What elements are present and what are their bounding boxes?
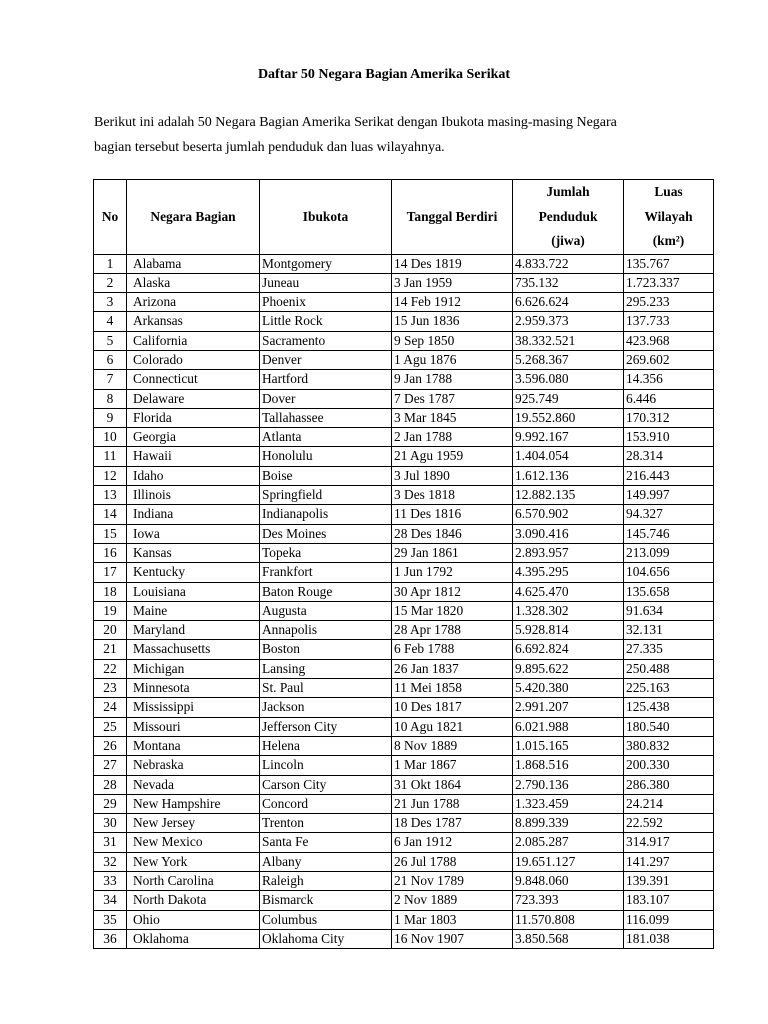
cell-area: 125.438 bbox=[624, 698, 714, 717]
table-row bbox=[94, 833, 714, 852]
cell-state: Alabama bbox=[127, 254, 260, 273]
cell-capital: Indianapolis bbox=[260, 505, 392, 524]
cell-founded: 10 Des 1817 bbox=[392, 698, 513, 717]
cell-area: 153.910 bbox=[624, 428, 714, 447]
cell-population: 2.893.957 bbox=[513, 543, 624, 562]
header-capital: Ibukota bbox=[260, 180, 392, 255]
cell-population: 2.991.207 bbox=[513, 698, 624, 717]
cell-state: Massachusetts bbox=[127, 640, 260, 659]
table-row bbox=[94, 736, 714, 755]
cell-area: 286.380 bbox=[624, 775, 714, 794]
cell-no: 14 bbox=[94, 505, 127, 524]
cell-founded: 10 Agu 1821 bbox=[392, 717, 513, 736]
cell-capital: Annapolis bbox=[260, 621, 392, 640]
cell-founded: 30 Apr 1812 bbox=[392, 582, 513, 601]
cell-founded: 1 Mar 1803 bbox=[392, 910, 513, 929]
table-row bbox=[94, 910, 714, 929]
cell-founded: 11 Mei 1858 bbox=[392, 679, 513, 698]
cell-area: 137.733 bbox=[624, 312, 714, 331]
cell-area: 14.356 bbox=[624, 370, 714, 389]
cell-population: 925.749 bbox=[513, 389, 624, 408]
table-row bbox=[94, 698, 714, 717]
cell-state: Montana bbox=[127, 736, 260, 755]
cell-no: 19 bbox=[94, 601, 127, 620]
cell-founded: 16 Nov 1907 bbox=[392, 929, 513, 948]
cell-area: 91.634 bbox=[624, 601, 714, 620]
cell-capital: Concord bbox=[260, 794, 392, 813]
table-row bbox=[94, 601, 714, 620]
cell-capital: Boise bbox=[260, 466, 392, 485]
cell-population: 9.895.622 bbox=[513, 659, 624, 678]
cell-no: 20 bbox=[94, 621, 127, 640]
cell-state: Missouri bbox=[127, 717, 260, 736]
cell-no: 15 bbox=[94, 524, 127, 543]
cell-area: 32.131 bbox=[624, 621, 714, 640]
cell-state: Florida bbox=[127, 408, 260, 427]
cell-population: 1.015.165 bbox=[513, 736, 624, 755]
cell-population: 723.393 bbox=[513, 891, 624, 910]
cell-founded: 18 Des 1787 bbox=[392, 814, 513, 833]
cell-capital: Honolulu bbox=[260, 447, 392, 466]
cell-population: 1.323.459 bbox=[513, 794, 624, 813]
cell-capital: Carson City bbox=[260, 775, 392, 794]
document-title: Daftar 50 Negara Bagian Amerika Serikat bbox=[257, 67, 511, 82]
cell-state: New York bbox=[127, 852, 260, 871]
cell-founded: 3 Des 1818 bbox=[392, 486, 513, 505]
cell-founded: 21 Jun 1788 bbox=[392, 794, 513, 813]
cell-no: 27 bbox=[94, 756, 127, 775]
cell-capital: Phoenix bbox=[260, 293, 392, 312]
cell-state: Connecticut bbox=[127, 370, 260, 389]
cell-area: 314.917 bbox=[624, 833, 714, 852]
cell-area: 6.446 bbox=[624, 389, 714, 408]
cell-area: 423.968 bbox=[624, 331, 714, 350]
cell-state: Maryland bbox=[127, 621, 260, 640]
cell-area: 27.335 bbox=[624, 640, 714, 659]
cell-founded: 1 Agu 1876 bbox=[392, 350, 513, 369]
cell-population: 11.570.808 bbox=[513, 910, 624, 929]
cell-founded: 21 Agu 1959 bbox=[392, 447, 513, 466]
cell-state: New Hampshire bbox=[127, 794, 260, 813]
cell-state: Kentucky bbox=[127, 563, 260, 582]
table-row bbox=[94, 775, 714, 794]
table-row bbox=[94, 679, 714, 698]
cell-population: 6.692.824 bbox=[513, 640, 624, 659]
intro-line: bagian tersebut beserta jumlah penduduk dan luas wilayahnya. bbox=[94, 140, 445, 155]
cell-area: 216.443 bbox=[624, 466, 714, 485]
cell-area: 1.723.337 bbox=[624, 273, 714, 292]
table-row bbox=[94, 524, 714, 543]
cell-state: Nebraska bbox=[127, 756, 260, 775]
cell-capital: Topeka bbox=[260, 543, 392, 562]
cell-no: 4 bbox=[94, 312, 127, 331]
cell-founded: 15 Mar 1820 bbox=[392, 601, 513, 620]
cell-founded: 28 Des 1846 bbox=[392, 524, 513, 543]
cell-area: 181.038 bbox=[624, 929, 714, 948]
cell-population: 6.021.988 bbox=[513, 717, 624, 736]
cell-founded: 14 Feb 1912 bbox=[392, 293, 513, 312]
cell-capital: Boston bbox=[260, 640, 392, 659]
cell-population: 735.132 bbox=[513, 273, 624, 292]
cell-capital: Jackson bbox=[260, 698, 392, 717]
cell-no: 18 bbox=[94, 582, 127, 601]
cell-state: Illinois bbox=[127, 486, 260, 505]
cell-state: Georgia bbox=[127, 428, 260, 447]
table-row bbox=[94, 582, 714, 601]
table-row bbox=[94, 408, 714, 427]
cell-founded: 14 Des 1819 bbox=[392, 254, 513, 273]
cell-population: 3.090.416 bbox=[513, 524, 624, 543]
cell-capital: Helena bbox=[260, 736, 392, 755]
table-row bbox=[94, 814, 714, 833]
header-population-line: Jumlah bbox=[546, 184, 590, 199]
cell-state: Michigan bbox=[127, 659, 260, 678]
cell-capital: Raleigh bbox=[260, 872, 392, 891]
cell-area: 135.658 bbox=[624, 582, 714, 601]
cell-capital: Hartford bbox=[260, 370, 392, 389]
cell-no: 16 bbox=[94, 543, 127, 562]
cell-state: Indiana bbox=[127, 505, 260, 524]
cell-population: 1.328.302 bbox=[513, 601, 624, 620]
cell-founded: 7 Des 1787 bbox=[392, 389, 513, 408]
cell-capital: Bismarck bbox=[260, 891, 392, 910]
cell-state: Arizona bbox=[127, 293, 260, 312]
table-row bbox=[94, 563, 714, 582]
cell-no: 36 bbox=[94, 929, 127, 948]
cell-capital: Springfield bbox=[260, 486, 392, 505]
cell-no: 24 bbox=[94, 698, 127, 717]
cell-founded: 3 Mar 1845 bbox=[392, 408, 513, 427]
table-header-row bbox=[94, 180, 714, 255]
cell-capital: Santa Fe bbox=[260, 833, 392, 852]
table-row bbox=[94, 872, 714, 891]
intro-paragraph bbox=[94, 110, 714, 160]
table-row bbox=[94, 370, 714, 389]
cell-capital: Atlanta bbox=[260, 428, 392, 447]
cell-state: Alaska bbox=[127, 273, 260, 292]
cell-population: 12.882.135 bbox=[513, 486, 624, 505]
cell-no: 17 bbox=[94, 563, 127, 582]
cell-capital: Tallahassee bbox=[260, 408, 392, 427]
cell-no: 12 bbox=[94, 466, 127, 485]
cell-state: Delaware bbox=[127, 389, 260, 408]
cell-area: 135.767 bbox=[624, 254, 714, 273]
cell-founded: 3 Jan 1959 bbox=[392, 273, 513, 292]
cell-capital: Dover bbox=[260, 389, 392, 408]
cell-founded: 8 Nov 1889 bbox=[392, 736, 513, 755]
cell-no: 23 bbox=[94, 679, 127, 698]
cell-area: 250.488 bbox=[624, 659, 714, 678]
cell-no: 1 bbox=[94, 254, 127, 273]
table-row bbox=[94, 331, 714, 350]
cell-no: 31 bbox=[94, 833, 127, 852]
table-row bbox=[94, 717, 714, 736]
cell-population: 19.552.860 bbox=[513, 408, 624, 427]
cell-no: 30 bbox=[94, 814, 127, 833]
cell-state: Idaho bbox=[127, 466, 260, 485]
intro-line: Berikut ini adalah 50 Negara Bagian Amerika Serikat dengan Ibukota masing-masing Negara bbox=[94, 115, 617, 130]
cell-population: 2.085.287 bbox=[513, 833, 624, 852]
cell-population: 38.332.521 bbox=[513, 331, 624, 350]
cell-population: 3.596.080 bbox=[513, 370, 624, 389]
cell-no: 6 bbox=[94, 350, 127, 369]
cell-state: North Carolina bbox=[127, 872, 260, 891]
table-body bbox=[94, 254, 714, 949]
cell-no: 32 bbox=[94, 852, 127, 871]
cell-population: 1.612.136 bbox=[513, 466, 624, 485]
cell-state: Arkansas bbox=[127, 312, 260, 331]
cell-area: 28.314 bbox=[624, 447, 714, 466]
cell-founded: 1 Jun 1792 bbox=[392, 563, 513, 582]
cell-state: Ohio bbox=[127, 910, 260, 929]
header-state: Negara Bagian bbox=[127, 180, 260, 255]
cell-founded: 9 Jan 1788 bbox=[392, 370, 513, 389]
cell-population: 5.420.380 bbox=[513, 679, 624, 698]
cell-capital: Frankfort bbox=[260, 563, 392, 582]
cell-capital: Des Moines bbox=[260, 524, 392, 543]
cell-population: 5.268.367 bbox=[513, 350, 624, 369]
cell-population: 9.848.060 bbox=[513, 872, 624, 891]
table-row bbox=[94, 621, 714, 640]
cell-no: 5 bbox=[94, 331, 127, 350]
header-area bbox=[624, 180, 714, 255]
cell-population: 8.899.339 bbox=[513, 814, 624, 833]
cell-founded: 6 Jan 1912 bbox=[392, 833, 513, 852]
cell-founded: 11 Des 1816 bbox=[392, 505, 513, 524]
table-row bbox=[94, 350, 714, 369]
cell-founded: 26 Jul 1788 bbox=[392, 852, 513, 871]
table-row bbox=[94, 505, 714, 524]
cell-founded: 15 Jun 1836 bbox=[392, 312, 513, 331]
cell-population: 6.626.624 bbox=[513, 293, 624, 312]
cell-capital: Albany bbox=[260, 852, 392, 871]
cell-population: 19.651.127 bbox=[513, 852, 624, 871]
cell-capital: Baton Rouge bbox=[260, 582, 392, 601]
cell-area: 200.330 bbox=[624, 756, 714, 775]
cell-population: 4.395.295 bbox=[513, 563, 624, 582]
cell-no: 29 bbox=[94, 794, 127, 813]
cell-founded: 6 Feb 1788 bbox=[392, 640, 513, 659]
table-row bbox=[94, 640, 714, 659]
cell-founded: 28 Apr 1788 bbox=[392, 621, 513, 640]
cell-population: 6.570.902 bbox=[513, 505, 624, 524]
cell-state: Maine bbox=[127, 601, 260, 620]
cell-population: 9.992.167 bbox=[513, 428, 624, 447]
cell-state: Louisiana bbox=[127, 582, 260, 601]
cell-capital: Columbus bbox=[260, 910, 392, 929]
cell-state: Iowa bbox=[127, 524, 260, 543]
header-population bbox=[513, 180, 624, 255]
cell-population: 3.850.568 bbox=[513, 929, 624, 948]
cell-population: 1.868.516 bbox=[513, 756, 624, 775]
table-row bbox=[94, 543, 714, 562]
table-row bbox=[94, 852, 714, 871]
table-row bbox=[94, 659, 714, 678]
cell-no: 10 bbox=[94, 428, 127, 447]
cell-population: 1.404.054 bbox=[513, 447, 624, 466]
cell-population: 2.790.136 bbox=[513, 775, 624, 794]
cell-state: California bbox=[127, 331, 260, 350]
cell-capital: Lansing bbox=[260, 659, 392, 678]
table-row bbox=[94, 312, 714, 331]
cell-founded: 9 Sep 1850 bbox=[392, 331, 513, 350]
cell-capital: Lincoln bbox=[260, 756, 392, 775]
cell-area: 94.327 bbox=[624, 505, 714, 524]
cell-capital: Little Rock bbox=[260, 312, 392, 331]
cell-no: 2 bbox=[94, 273, 127, 292]
cell-population: 4.625.470 bbox=[513, 582, 624, 601]
cell-area: 24.214 bbox=[624, 794, 714, 813]
table-row bbox=[94, 254, 714, 273]
cell-no: 34 bbox=[94, 891, 127, 910]
cell-state: New Jersey bbox=[127, 814, 260, 833]
table-row bbox=[94, 466, 714, 485]
cell-state: Hawaii bbox=[127, 447, 260, 466]
cell-no: 28 bbox=[94, 775, 127, 794]
cell-founded: 1 Mar 1867 bbox=[392, 756, 513, 775]
table-row bbox=[94, 293, 714, 312]
cell-area: 225.163 bbox=[624, 679, 714, 698]
table-row bbox=[94, 389, 714, 408]
cell-area: 116.099 bbox=[624, 910, 714, 929]
cell-capital: Jefferson City bbox=[260, 717, 392, 736]
cell-area: 183.107 bbox=[624, 891, 714, 910]
cell-population: 2.959.373 bbox=[513, 312, 624, 331]
cell-founded: 29 Jan 1861 bbox=[392, 543, 513, 562]
cell-capital: Montgomery bbox=[260, 254, 392, 273]
cell-no: 8 bbox=[94, 389, 127, 408]
cell-no: 33 bbox=[94, 872, 127, 891]
cell-area: 269.602 bbox=[624, 350, 714, 369]
table-row bbox=[94, 273, 714, 292]
cell-state: Nevada bbox=[127, 775, 260, 794]
cell-area: 170.312 bbox=[624, 408, 714, 427]
cell-area: 180.540 bbox=[624, 717, 714, 736]
table-row bbox=[94, 891, 714, 910]
header-population-line: Penduduk bbox=[538, 208, 598, 224]
header-population-line: (jiwa) bbox=[551, 233, 585, 248]
cell-area: 213.099 bbox=[624, 543, 714, 562]
header-founded: Tanggal Berdiri bbox=[392, 180, 513, 255]
cell-capital: Trenton bbox=[260, 814, 392, 833]
cell-founded: 21 Nov 1789 bbox=[392, 872, 513, 891]
cell-founded: 31 Okt 1864 bbox=[392, 775, 513, 794]
cell-no: 3 bbox=[94, 293, 127, 312]
cell-state: Kansas bbox=[127, 543, 260, 562]
cell-no: 26 bbox=[94, 736, 127, 755]
cell-no: 35 bbox=[94, 910, 127, 929]
cell-state: Minnesota bbox=[127, 679, 260, 698]
cell-area: 141.297 bbox=[624, 852, 714, 871]
table-row bbox=[94, 929, 714, 948]
cell-area: 295.233 bbox=[624, 293, 714, 312]
header-area-line: Luas bbox=[654, 184, 683, 199]
header-area-line: Wilayah bbox=[644, 208, 693, 224]
table-row bbox=[94, 794, 714, 813]
states-table bbox=[93, 179, 714, 949]
cell-state: North Dakota bbox=[127, 891, 260, 910]
cell-founded: 3 Jul 1890 bbox=[392, 466, 513, 485]
cell-area: 145.746 bbox=[624, 524, 714, 543]
cell-capital: Oklahoma City bbox=[260, 929, 392, 948]
cell-capital: Juneau bbox=[260, 273, 392, 292]
cell-capital: Denver bbox=[260, 350, 392, 369]
cell-no: 21 bbox=[94, 640, 127, 659]
cell-founded: 2 Jan 1788 bbox=[392, 428, 513, 447]
header-no: No bbox=[94, 180, 127, 255]
cell-population: 5.928.814 bbox=[513, 621, 624, 640]
cell-capital: Augusta bbox=[260, 601, 392, 620]
header-area-line: (km²) bbox=[652, 233, 685, 248]
table-row bbox=[94, 486, 714, 505]
cell-state: Oklahoma bbox=[127, 929, 260, 948]
cell-area: 22.592 bbox=[624, 814, 714, 833]
table-row bbox=[94, 447, 714, 466]
cell-no: 13 bbox=[94, 486, 127, 505]
cell-area: 104.656 bbox=[624, 563, 714, 582]
cell-capital: Sacramento bbox=[260, 331, 392, 350]
cell-no: 25 bbox=[94, 717, 127, 736]
cell-no: 7 bbox=[94, 370, 127, 389]
cell-area: 139.391 bbox=[624, 872, 714, 891]
cell-state: Mississippi bbox=[127, 698, 260, 717]
cell-area: 380.832 bbox=[624, 736, 714, 755]
cell-state: Colorado bbox=[127, 350, 260, 369]
cell-population: 4.833.722 bbox=[513, 254, 624, 273]
cell-no: 9 bbox=[94, 408, 127, 427]
cell-no: 11 bbox=[94, 447, 127, 466]
cell-area: 149.997 bbox=[624, 486, 714, 505]
cell-founded: 26 Jan 1837 bbox=[392, 659, 513, 678]
table-row bbox=[94, 428, 714, 447]
table-row bbox=[94, 756, 714, 775]
cell-no: 22 bbox=[94, 659, 127, 678]
cell-capital: St. Paul bbox=[260, 679, 392, 698]
cell-founded: 2 Nov 1889 bbox=[392, 891, 513, 910]
cell-state: New Mexico bbox=[127, 833, 260, 852]
